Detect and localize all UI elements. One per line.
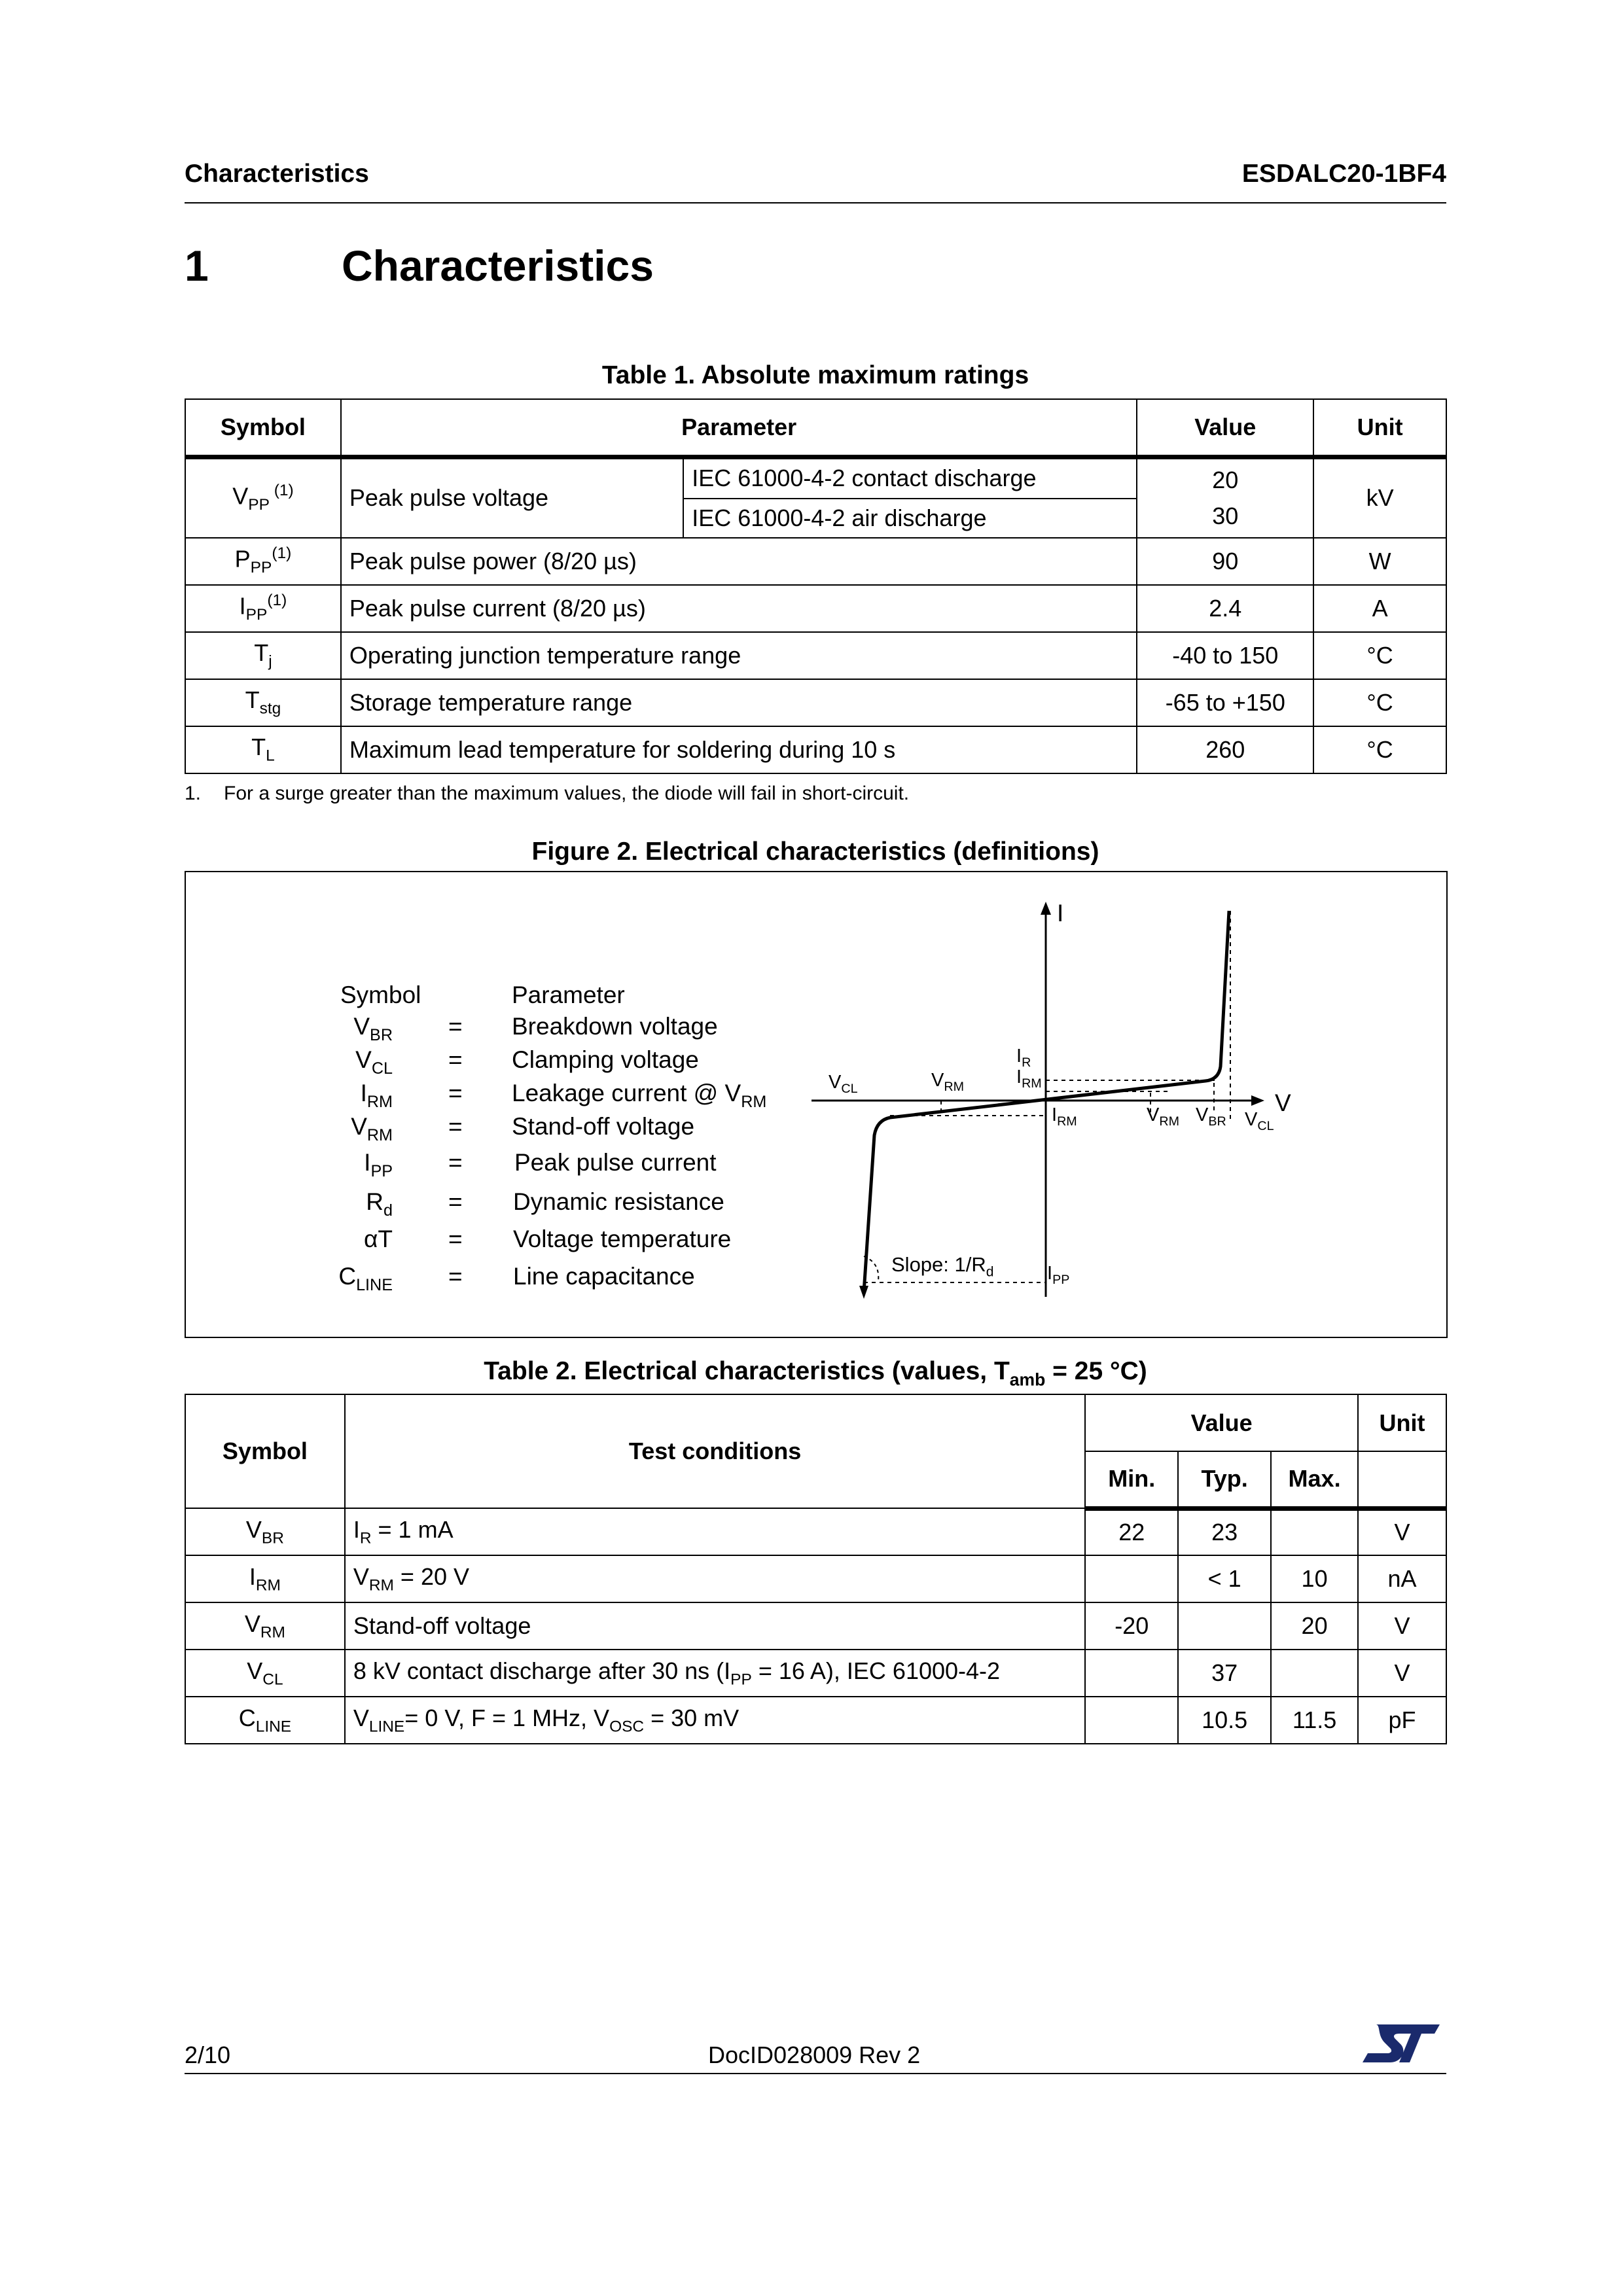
max-cell: [1271, 1650, 1358, 1697]
symbol-cell: $C_{LINE}$: [185, 1697, 345, 1744]
legend-parameter: Peak pulse current: [514, 1149, 717, 1176]
irm-bottom-label: $I_{RM}$: [1052, 1104, 1077, 1129]
parameter-cell: Peak pulse current (8/20 µs): [341, 585, 1137, 632]
symbol-cell: $P_{PP}^{(1)}$: [185, 538, 341, 585]
symbol-cell: $V_{RM}$: [185, 1602, 345, 1650]
vcl-right-label: $V_{CL}$: [1245, 1109, 1274, 1133]
legend-equals: =: [448, 1149, 463, 1176]
legend-symbol: $V_{BR}$: [353, 1013, 393, 1044]
legend-equals: =: [448, 1080, 463, 1106]
condition-cell: $V_{RM} = 20$ V: [345, 1555, 1085, 1602]
table-row: [185, 1555, 1446, 1602]
col-unit: Unit: [1358, 1394, 1446, 1451]
legend-equals: =: [448, 1013, 463, 1040]
axis-v-label: V: [1275, 1089, 1291, 1116]
running-header-section: Characteristics: [185, 160, 369, 188]
typ-cell: [1178, 1602, 1271, 1650]
col-max: Max.: [1271, 1451, 1358, 1508]
vrm-right-label: $V_{RM}$: [1147, 1104, 1179, 1129]
value-cell: -65 to +150: [1137, 679, 1313, 726]
legend-parameter: Leakage current @ $V_{RM}$: [512, 1080, 767, 1111]
value-cell: 20 30: [1137, 457, 1313, 538]
legend-equals: =: [448, 1263, 463, 1290]
legend-symbol: $V_{RM}$: [351, 1113, 393, 1144]
parameter-cell: Peak pulse voltage: [341, 457, 683, 538]
col-symbol: Symbol: [185, 1394, 345, 1508]
ipp-graph-label: $I_{PP}$: [1047, 1263, 1070, 1287]
max-cell: [1271, 1508, 1358, 1555]
table-row: [185, 1602, 1446, 1650]
ir-label: $I_R$: [1016, 1046, 1031, 1070]
document-id: DocID028009 Rev 2: [708, 2041, 921, 2068]
value-cell: 2.4: [1137, 585, 1313, 632]
condition-contact: IEC 61000-4-2 contact discharge: [684, 459, 1136, 499]
vbr-right-label: $V_{BR}$: [1196, 1104, 1226, 1129]
col-test-conditions: Test conditions: [345, 1394, 1085, 1508]
typ-cell: 37: [1178, 1650, 1271, 1697]
min-cell: [1085, 1697, 1178, 1744]
legend-symbol-header: Symbol: [340, 981, 421, 1008]
col-value: Value: [1137, 399, 1313, 457]
symbol-cell: $T_j$: [185, 632, 341, 679]
table-row: [185, 1508, 1446, 1555]
unit-cell: °C: [1313, 679, 1446, 726]
legend-symbol: $V_{CL}$: [355, 1046, 393, 1078]
legend-equals: =: [448, 1188, 463, 1215]
st-logo-icon: [1361, 2021, 1444, 2066]
unit-cell: V: [1358, 1508, 1446, 1555]
unit-cell: kV: [1313, 457, 1446, 538]
value-cell: 90: [1137, 538, 1313, 585]
slope-label: Slope: $1/R_d$: [891, 1253, 994, 1280]
condition-air: IEC 61000-4-2 air discharge: [692, 504, 987, 531]
col-unit: Unit: [1313, 399, 1446, 457]
legend-parameter-header: Parameter: [512, 981, 625, 1008]
symbol-cell: $V_{CL}$: [185, 1650, 345, 1697]
footer-divider: [185, 2073, 1446, 2074]
col-symbol: Symbol: [185, 399, 341, 457]
symbol-cell: $I_{RM}$: [185, 1555, 345, 1602]
unit-cell: nA: [1358, 1555, 1446, 1602]
legend-symbol: $I_{PP}$: [364, 1149, 393, 1180]
parameter-cell: Operating junction temperature range: [341, 632, 1137, 679]
condition-cell: Stand-off voltage: [345, 1602, 1085, 1650]
condition-cell: $I_R = 1$ mA: [345, 1508, 1085, 1555]
legend-equals: =: [448, 1046, 463, 1073]
legend-parameter: Voltage temperature: [513, 1226, 732, 1252]
section-number: 1: [185, 241, 209, 290]
symbol-cell: $V_{PP}$ $^{(1)}$: [185, 457, 341, 538]
col-value: Value: [1085, 1394, 1358, 1451]
voltage-axis-arrow: [1251, 1095, 1264, 1106]
electrical-characteristics-table: [185, 1394, 1447, 1744]
unit-cell: V: [1358, 1602, 1446, 1650]
unit-cell: °C: [1313, 632, 1446, 679]
section-title: Characteristics: [342, 241, 654, 290]
col-typ: Typ.: [1178, 1451, 1271, 1508]
vrm-left-label: $V_{RM}$: [931, 1070, 964, 1094]
condition-cell: 8 kV contact discharge after 30 ns ($I_{PP} = 16$ A), IEC 61000-4-2: [345, 1650, 1085, 1697]
legend-symbol: $I_{RM}$: [360, 1080, 393, 1111]
min-cell: -20: [1085, 1602, 1178, 1650]
condition-cell: $V_{LINE}= 0$ V, F = 1 MHz, $V_{OSC} = 30$ mV: [345, 1697, 1085, 1744]
max-cell: 10: [1271, 1555, 1358, 1602]
unit-cell: pF: [1358, 1697, 1446, 1744]
symbol-cell: $I_{PP}^{(1)}$: [185, 585, 341, 632]
symbol-cell: $V_{BR}$: [185, 1508, 345, 1555]
typ-cell: 23: [1178, 1508, 1271, 1555]
value-cell: 260: [1137, 726, 1313, 773]
parameter-cell: Maximum lead temperature for soldering during 10 s: [341, 726, 1137, 773]
col-parameter: Parameter: [341, 399, 1137, 457]
table-row: [185, 1650, 1446, 1697]
unit-cell: V: [1358, 1650, 1446, 1697]
col-min: Min.: [1085, 1451, 1178, 1508]
legend-equals: =: [448, 1113, 463, 1140]
legend-symbol: $C_{LINE}$: [338, 1263, 393, 1294]
parameter-cell: Peak pulse power (8/20 µs): [341, 538, 1137, 585]
table-row: [185, 1697, 1446, 1744]
max-cell: 20: [1271, 1602, 1358, 1650]
min-cell: [1085, 1555, 1178, 1602]
legend-parameter: Breakdown voltage: [512, 1013, 718, 1040]
min-cell: [1085, 1650, 1178, 1697]
legend-parameter: Line capacitance: [513, 1263, 695, 1290]
typ-cell: 10.5: [1178, 1697, 1271, 1744]
running-header-part-number: ESDALC20-1BF4: [1241, 160, 1446, 188]
symbol-cell: $T_L$: [185, 726, 341, 773]
vcl-left-label: $V_{CL}$: [829, 1072, 858, 1096]
unit-cell: W: [1313, 538, 1446, 585]
table-header-row: [185, 1394, 1446, 1451]
parameter-cell: Storage temperature range: [341, 679, 1137, 726]
axis-i-label: I: [1057, 900, 1064, 927]
typ-cell: < 1: [1178, 1555, 1271, 1602]
legend-equals: =: [448, 1226, 463, 1252]
legend-parameter: Clamping voltage: [512, 1046, 699, 1073]
unit-cell: °C: [1313, 726, 1446, 773]
legend-symbol: $R_d$: [366, 1188, 393, 1220]
legend-parameter: Dynamic resistance: [513, 1188, 724, 1215]
table1-caption: Table 1. Absolute maximum ratings: [601, 361, 1029, 389]
figure2-caption: Figure 2. Electrical characteristics (definitions): [531, 838, 1099, 866]
table2-caption: Table 2. Electrical characteristics (values, $T_{amb} = 25$ °C): [484, 1357, 1147, 1390]
legend-symbol: αT: [364, 1226, 393, 1252]
unit-cell: A: [1313, 585, 1446, 632]
irm-top-label: $I_{RM}$: [1016, 1067, 1042, 1091]
min-cell: 22: [1085, 1508, 1178, 1555]
current-axis-arrow: [1041, 902, 1051, 915]
page-number: 2/10: [185, 2041, 231, 2068]
curve-end-arrow: [859, 1286, 868, 1299]
table1-footnote: 1. For a surge greater than the maximum values, the diode will fail in short-circuit.: [185, 783, 910, 804]
legend-parameter: Stand-off voltage: [512, 1113, 695, 1140]
unit-subheader-blank: [1358, 1451, 1446, 1508]
max-cell: 11.5: [1271, 1697, 1358, 1744]
symbol-cell: $T_{stg}$: [185, 679, 341, 726]
value-cell: -40 to 150: [1137, 632, 1313, 679]
